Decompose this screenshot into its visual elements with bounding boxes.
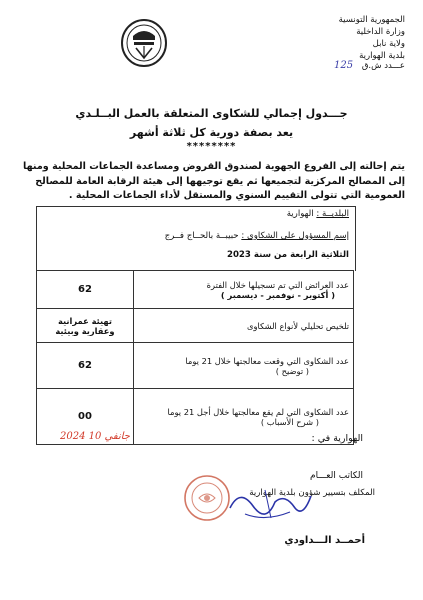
letterhead-line: وزارة الداخلية xyxy=(356,27,405,37)
row-label-cell xyxy=(134,343,354,389)
document-title: جـــدول إجمالي للشكاوى المتعلقة بالعمل البــلـدي xyxy=(75,107,348,120)
row-label-cell xyxy=(134,271,354,309)
row-value: 00 xyxy=(37,389,134,445)
municipality-value: الهوارية xyxy=(286,209,314,219)
municipality-line xyxy=(287,209,349,219)
handwritten-signature-icon xyxy=(225,478,315,528)
info-box xyxy=(36,206,356,271)
row-value: تهيئة عمرانية وعقارية وبيئية xyxy=(37,309,134,343)
signatory-title: الكاتب العـــام xyxy=(310,471,363,481)
row-sub: ( توضيح ) xyxy=(275,365,309,376)
row-sub: ( أكتوبر - نوفمبر - ديسمبر ) xyxy=(220,289,335,300)
row-label: عدد الشكاوى التي وقعت معالجتها خلال 21 يوما xyxy=(185,355,349,366)
officer-label: إسم المسؤول على الشكاوى : xyxy=(241,231,349,241)
title-separator: ******** xyxy=(186,141,237,152)
row-label: عدد الشكاوى التي لم يقع معالجتها خلال أجل 21 يوما xyxy=(167,406,349,417)
republic-emblem-icon xyxy=(120,18,168,68)
intro-paragraph: يتم إحالته إلى الفروع الجهوية لصندوق القروض ومساعدة الجماعات المحلية ومنها إلى المصالح المركزية لتجميعها ثم يقع توجيهها إلى هيئة الرقابة العامة للمصالح العمومية التي تتولى التقييم السنوي والمستقل لأداء الجماعات المحلية . xyxy=(22,161,405,201)
row-sub: ( شرح الأسباب ) xyxy=(260,416,319,427)
letterhead-line: ولاية نابل xyxy=(372,39,405,49)
complaints-table xyxy=(36,270,354,445)
document-subtitle: يعد بصفة دورية كل ثلاثة أشهر xyxy=(129,126,294,139)
row-label-cell xyxy=(134,309,354,343)
handwritten-date: 2024 جانفي 10 xyxy=(60,431,130,442)
row-value: 62 xyxy=(37,343,134,389)
row-value: 62 xyxy=(37,271,134,309)
officer-line xyxy=(165,231,349,241)
letterhead-line: الجمهورية التونسية xyxy=(338,15,405,25)
place-date-label: الهوارية في : xyxy=(311,433,363,444)
municipality-label: البلديــة : xyxy=(316,209,349,219)
period-line: الثلاثية الرابعة من سنة 2023 xyxy=(226,250,349,260)
signatory-name: أحمــد الـــداودي xyxy=(284,535,365,546)
row-label: عدد العرائض التي تم تسجيلها خلال الفترة xyxy=(206,279,349,290)
table-row xyxy=(37,343,354,389)
letterhead-line: بلدية الهوارية xyxy=(359,51,405,61)
officer-value: حبيبــة بالحــاج فــرج xyxy=(164,231,239,241)
row-label: تلخيص تحليلي لأنواع الشكاوى xyxy=(247,320,349,331)
table-row xyxy=(37,271,354,309)
reference-number xyxy=(295,60,405,71)
table-row xyxy=(37,309,354,343)
reference-label: عـــدد ش.ق xyxy=(361,61,405,71)
reference-value: 125 xyxy=(334,60,354,71)
letterhead xyxy=(295,14,405,62)
signatory-role: المكلف بتسيير شؤون بلدية الهوارية xyxy=(249,488,375,498)
